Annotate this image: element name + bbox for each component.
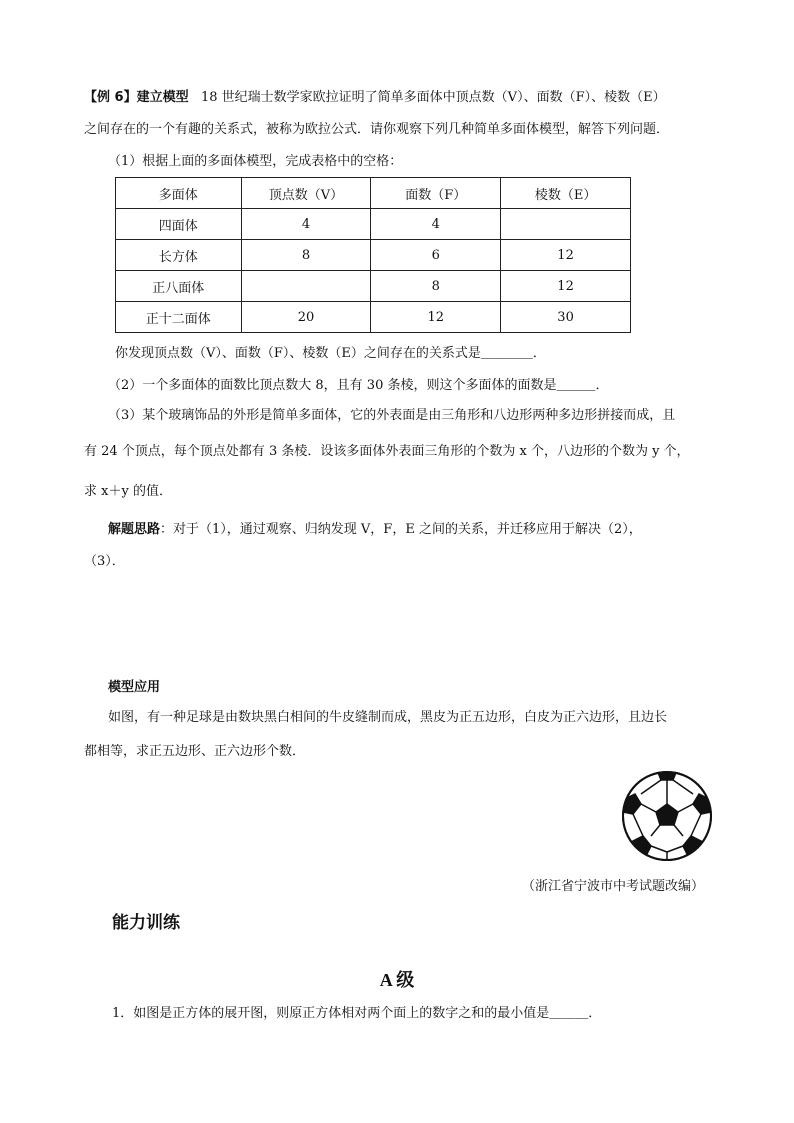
example-tag-title: 建立模型 [136, 90, 189, 105]
soccer-ball-icon [621, 770, 713, 862]
model-app-line-1: 如图，有一种足球是由数块黑白相间的牛皮缝制而成，黑皮为正五边形，白皮为正六边形，且边长 [108, 710, 668, 725]
question-3-line-1: （3）某个玻璃饰品的外形是简单多面体，它的外表面是由三角形和八边形两种多边形拼接而成，且 [108, 408, 676, 423]
example-intro-text: 18 世纪瑞士数学家欧拉证明了简单多面体中顶点数（V）、面数（F）、棱数（E） [201, 90, 666, 105]
table-header-cell: 棱数（E） [501, 178, 631, 209]
hint-line-1 [108, 520, 748, 540]
example-tag: 【例 6】 [84, 90, 137, 105]
table-row [116, 302, 631, 333]
table-row [116, 271, 631, 302]
section-title: 能力训练 [112, 913, 180, 933]
table-cell: 20 [241, 302, 371, 333]
example-intro-line-2: 之间存在的一个有趣的关系式，被称为欧拉公式．请你观察下列几种简单多面体模型，解答下列问题． [84, 122, 670, 137]
example-intro-line-1 [84, 88, 724, 108]
model-app-title: 模型应用 [108, 680, 161, 695]
table-cell: 正十二面体 [116, 302, 242, 333]
hint-label: 解题思路 [108, 522, 161, 537]
question-3-line-3: 求 x＋y 的值． [84, 484, 172, 499]
table-cell: 4 [241, 209, 371, 240]
table-cell: 6 [371, 240, 501, 271]
table-cell: 8 [241, 240, 371, 271]
polyhedron-table [115, 177, 631, 333]
question-2: （2）一个多面体的面数比顶点数大 8，且有 30 条棱，则这个多面体的面数是＿＿＿． [108, 378, 609, 393]
table-cell: 4 [371, 209, 501, 240]
table-cell: 正八面体 [116, 271, 242, 302]
table-cell: 8 [371, 271, 501, 302]
hint-text: ：对于（1），通过观察、归纳发现 V，F，E 之间的关系，并迁移应用于解决（2）， [160, 522, 642, 537]
table-row [116, 209, 631, 240]
source-note: （浙江省宁波市中考试题改编） [521, 879, 704, 894]
question-1-follow: 你发现顶点数（V）、面数（F）、棱数（E）之间存在的关系式是＿＿＿＿． [115, 346, 546, 361]
model-app-line-2: 都相等，求正五边形、正六边形个数． [84, 744, 306, 759]
table-header-row [116, 178, 631, 209]
table-cell: 长方体 [116, 240, 242, 271]
table-cell: 12 [501, 271, 631, 302]
training-question-1: 1．如图是正方体的展开图，则原正方体相对两个面上的数字之和的最小值是＿＿＿． [112, 1006, 602, 1021]
table-cell: 12 [501, 240, 631, 271]
table-cell [241, 271, 371, 302]
question-1: （1）根据上面的多面体模型，完成表格中的空格： [108, 154, 403, 169]
table-row [116, 240, 631, 271]
table-cell: 30 [501, 302, 631, 333]
table-header-cell: 多面体 [116, 178, 242, 209]
question-3-line-2: 有 24 个顶点，每个顶点处都有 3 条棱．设该多面体外表面三角形的个数为 x 个，八边形的个数为 y 个， [84, 444, 690, 459]
level-title: A 级 [379, 970, 415, 990]
table-cell [501, 209, 631, 240]
hint-line-2: （3）． [84, 554, 125, 569]
table-header-cell: 面数（F） [371, 178, 501, 209]
table-cell: 12 [371, 302, 501, 333]
table-cell: 四面体 [116, 209, 242, 240]
table-header-cell: 顶点数（V） [241, 178, 371, 209]
